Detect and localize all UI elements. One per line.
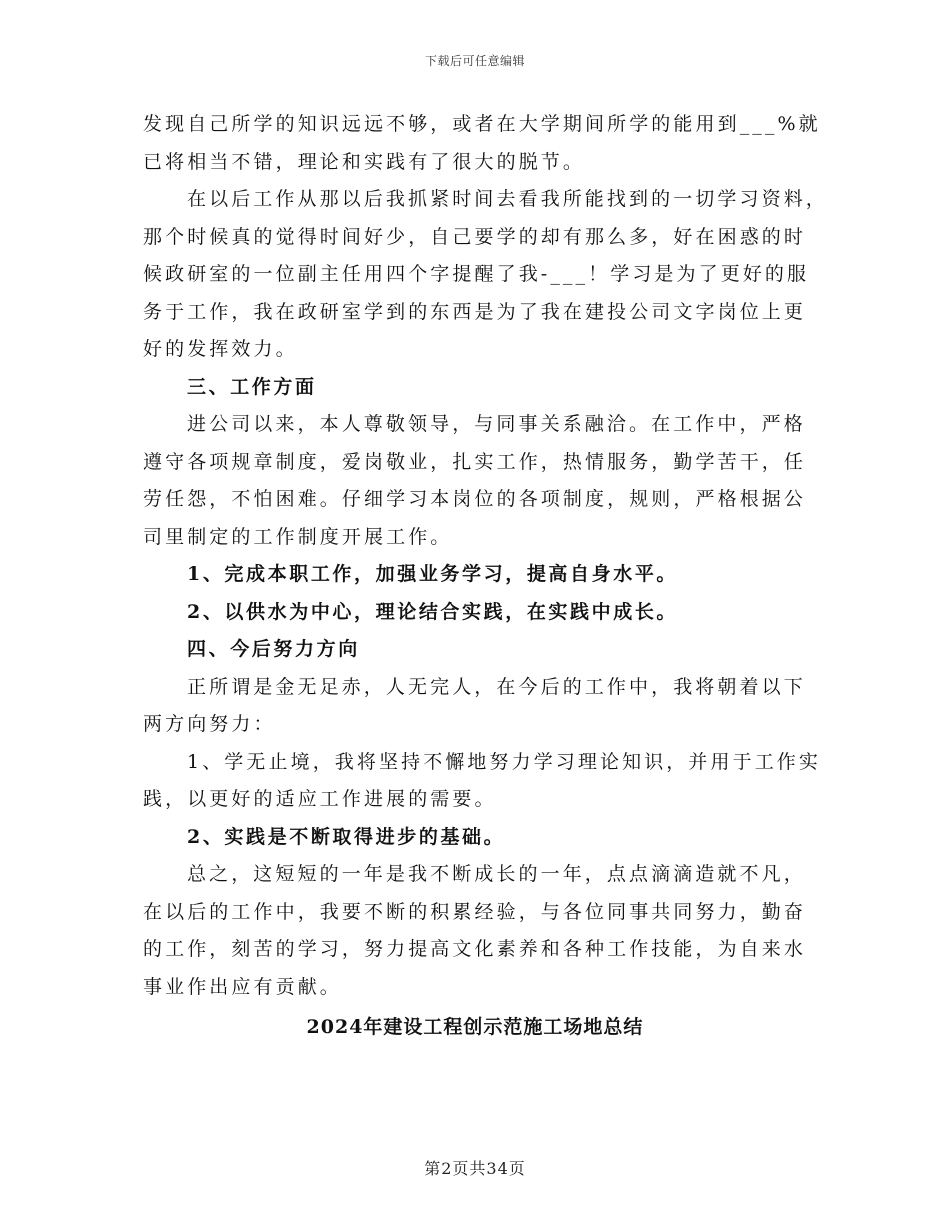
- body-line: 务于工作，我在政研室学到的东西是为了我在建投公司文字岗位上更: [143, 300, 807, 323]
- body-line: 在以后工作从那以后我抓紧时间去看我所能找到的一切学习资料，: [187, 188, 828, 210]
- body-line: 进公司以来，本人尊敬领导，与同事关系融洽。在工作中，严格: [187, 413, 806, 435]
- body-line: 遵守各项规章制度，爱岗敬业，扎实工作，热情服务，勤学苦干，任: [143, 450, 807, 473]
- body-line: 的工作，刻苦的学习，努力提高文化素养和各种工作技能，为自来水: [143, 938, 807, 960]
- body-line: 已将相当不错，理论和实践有了很大的脱节。: [143, 150, 586, 173]
- body-line: 在以后的工作中，我要不断的积累经验，与各位同事共同努力，勤奋: [143, 900, 807, 923]
- section-heading: 四、今后努力方向: [187, 638, 360, 660]
- body-line: 劳任怨，不怕困难。仔细学习本岗位的各项制度，规则，严格根据公: [143, 488, 807, 510]
- body-line: 好的发挥效力。: [143, 338, 298, 360]
- body-line: 正所谓是金无足赤，人无完人，在今后的工作中，我将朝着以下: [187, 675, 806, 698]
- body-line: 事业作出应有贡献。: [143, 975, 342, 998]
- body-line: 发现自己所学的知识远远不够，或者在大学期间所学的能用到___%就: [143, 113, 821, 135]
- bold-item: 1、完成本职工作，加强业务学习，提高自身水平。: [187, 563, 679, 585]
- bold-item: 2、以供水为中心，理论结合实践，在实践中成长。: [187, 600, 679, 623]
- bold-item: 2、实践是不断取得进步的基础。: [187, 825, 506, 848]
- page-number-footer: 第2页共34页: [424, 1159, 526, 1178]
- body-line: 司里制定的工作制度开展工作。: [143, 525, 453, 548]
- body-line: 1、学无止境，我将坚持不懈地努力学习理论知识，并用于工作实: [187, 750, 821, 773]
- body-line: 那个时候真的觉得时间好少，自己要学的却有那么多，好在困惑的时: [143, 225, 807, 248]
- document-body: [143, 106, 828, 1006]
- body-line: 候政研室的一位副主任用四个字提醒了我-___！学习是为了更好的服: [143, 263, 810, 285]
- next-document-title: 2024年建设工程创示范施工场地总结: [306, 1016, 644, 1038]
- page-header-note: 下载后可任意编辑: [424, 54, 525, 68]
- body-line: 践，以更好的适应工作进展的需要。: [143, 788, 497, 810]
- body-line: 总之，这短短的一年是我不断成长的一年，点点滴滴造就不凡，: [187, 863, 806, 885]
- section-heading: 三、工作方面: [187, 375, 317, 398]
- body-line: 两方向努力：: [143, 713, 276, 735]
